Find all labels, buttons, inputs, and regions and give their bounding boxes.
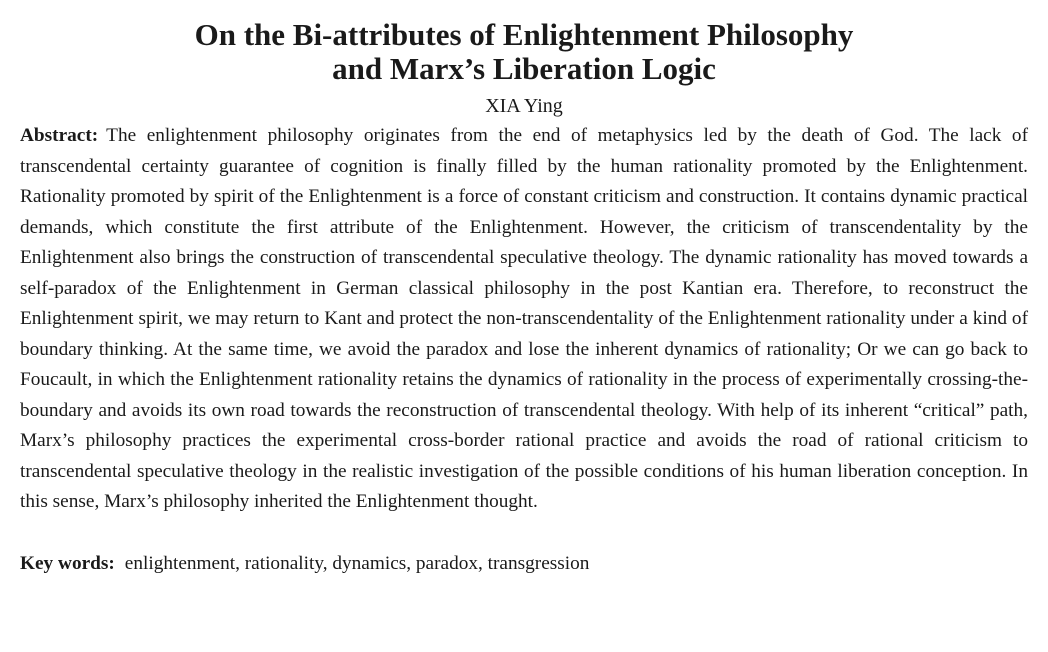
keywords-text: enlightenment, rationality, dynamics, paradox, transgression xyxy=(124,552,590,574)
abstract-text: The enlightenment philosophy originates from the end of metaphysics led by the death of God. The lack of transcendental certainty guarantee of cognition is finally filled by the human rationality promoted by the Enlightenment. Rationality promoted by spirit of the Enlightenment is a force of constant criticism and construction. It contains dynamic practical demands, which constitute the first attribute of the Enlightenment. However, the criticism of transcendentality by the Enlightenment also brings the construction of transcendental speculative theology. The dynamic rationality has moved towards a self-paradox of the Enlightenment in German classical philosophy in the post Kantian era. Therefore, to reconstruct the Enlightenment spirit, we may return to Kant and protect the non-transcendentality of the Enlightenment rationality under a kind of boundary thinking. At the same time, we avoid the paradox and lose the inherent dynamics of rationality; Or we can go back to Foucault, in which the Enlightenment rationality retains the dynamics of rationality in the process of experimentally crossing-the-boundary and avoids its own road towards the reconstruction of transcendental theology. With help of its inherent “critical” path, Marx’s philosophy practices the experimental cross-border rational practice and avoids the road of rational criticism to transcendental speculative theology in the realistic investigation of the possible conditions of his human liberation conception. In this sense, Marx’s philosophy inherited the Enlightenment thought. xyxy=(20,125,1028,512)
abstract-section xyxy=(20,121,1028,518)
keywords-label: Key words: xyxy=(20,552,115,574)
abstract-label: Abstract: xyxy=(20,125,99,146)
paper-title-line-2: and Marx’s Liberation Logic xyxy=(332,51,716,86)
keywords-section xyxy=(20,549,1028,579)
paper-title-line-1: On the Bi-attributes of Enlightenment Philosophy xyxy=(194,17,854,52)
paper-title xyxy=(20,0,1028,86)
author-name: XIA Ying xyxy=(485,95,563,117)
